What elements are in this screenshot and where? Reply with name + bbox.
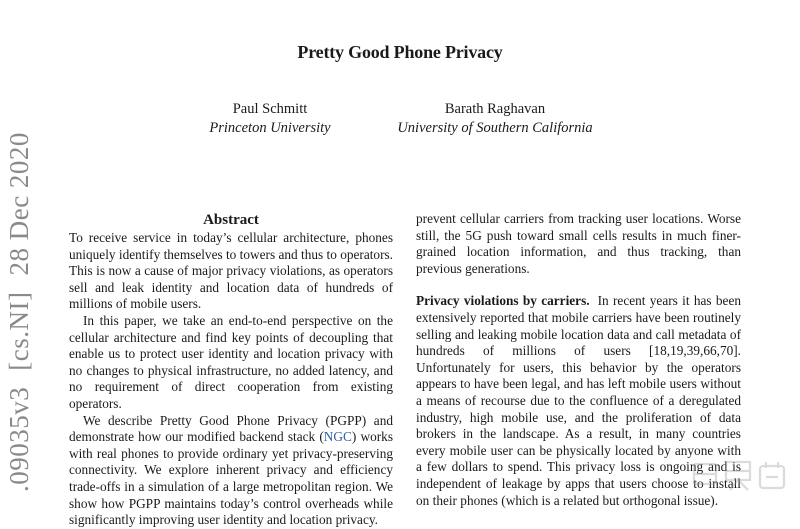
author-block — [380, 100, 610, 138]
arxiv-id: .09035v3 — [4, 386, 34, 492]
author-name: Barath Raghavan — [444, 101, 546, 117]
paper-title: Pretty Good Phone Privacy — [297, 42, 503, 62]
watermark-logo — [690, 458, 790, 494]
paragraph-text: We describe Pretty Good Phone Privacy (PGPP) and demonstrate how our modified backend stack ( — [69, 412, 393, 445]
abstract-heading: Abstract — [203, 212, 259, 228]
arxiv-stamp — [4, 116, 35, 492]
abstract-paragraph: In this paper, we take an end-to-end perspective on the cellular architecture and find key points of decoupling that enable us to protect user identity and location privacy with no changes to physical infrastructure, no added latency, and no requirement of direct cooperation from existing operators. — [69, 312, 393, 411]
paragraph-spacer — [416, 277, 741, 293]
arxiv-category: [cs.NI] — [4, 291, 34, 371]
ngc-link[interactable]: NGC — [323, 429, 352, 445]
author-affiliation: Princeton University — [209, 120, 331, 136]
abstract-column — [69, 211, 393, 529]
author-name: Paul Schmitt — [232, 101, 308, 117]
abstract-paragraph: To receive service in today’s cellular architecture, phones uniquely identify themselves to towers and thus to operators. This is now a cause of major privacy violations, as operators sell and leak identity and location data of hundreds of millions of mobile users. — [69, 230, 393, 312]
abstract-paragraph — [69, 413, 393, 529]
section-heading: Privacy violations by carriers. — [416, 293, 590, 309]
section-text: In recent years it has been extensively reported that mobile carriers have been routinely selling and leaking mobile location data and call metadata of hundreds of millions of users [18,19,39,66,70]. Unfortunately for users, this behavior by the operators appears to have been legal, and has left mobile users without a means of recourse due to the confluence of a deregulated industry, high mobile use, and the proliferation of data brokers in the landscape. As a result, in many countries every mobile user can be physically located by anyone with a few dollars to spend. This privacy loss is ongoing and is independent of leakage by apps that users choose to install on their phones (which is a related but orthogonal issue). — [416, 293, 741, 508]
author-affiliation: University of Southern California — [397, 120, 593, 136]
paragraph-text: ) works with real phones to provide ordinary yet privacy-preserving connectivity. We explore inherent privacy and efficiency trade-offs in a simulation of a large metropolitan region. We show how PGPP maintains today’s control overheads while significantly improving user identity and location privacy. — [69, 429, 393, 528]
intro-continuation: prevent cellular carriers from tracking user locations. Worse still, the 5G push toward small cells results in much finer-grained location information, and thus tracking, than previous generations. — [416, 211, 741, 276]
arxiv-date: 28 Dec 2020 — [4, 132, 34, 276]
author-block — [195, 100, 345, 138]
